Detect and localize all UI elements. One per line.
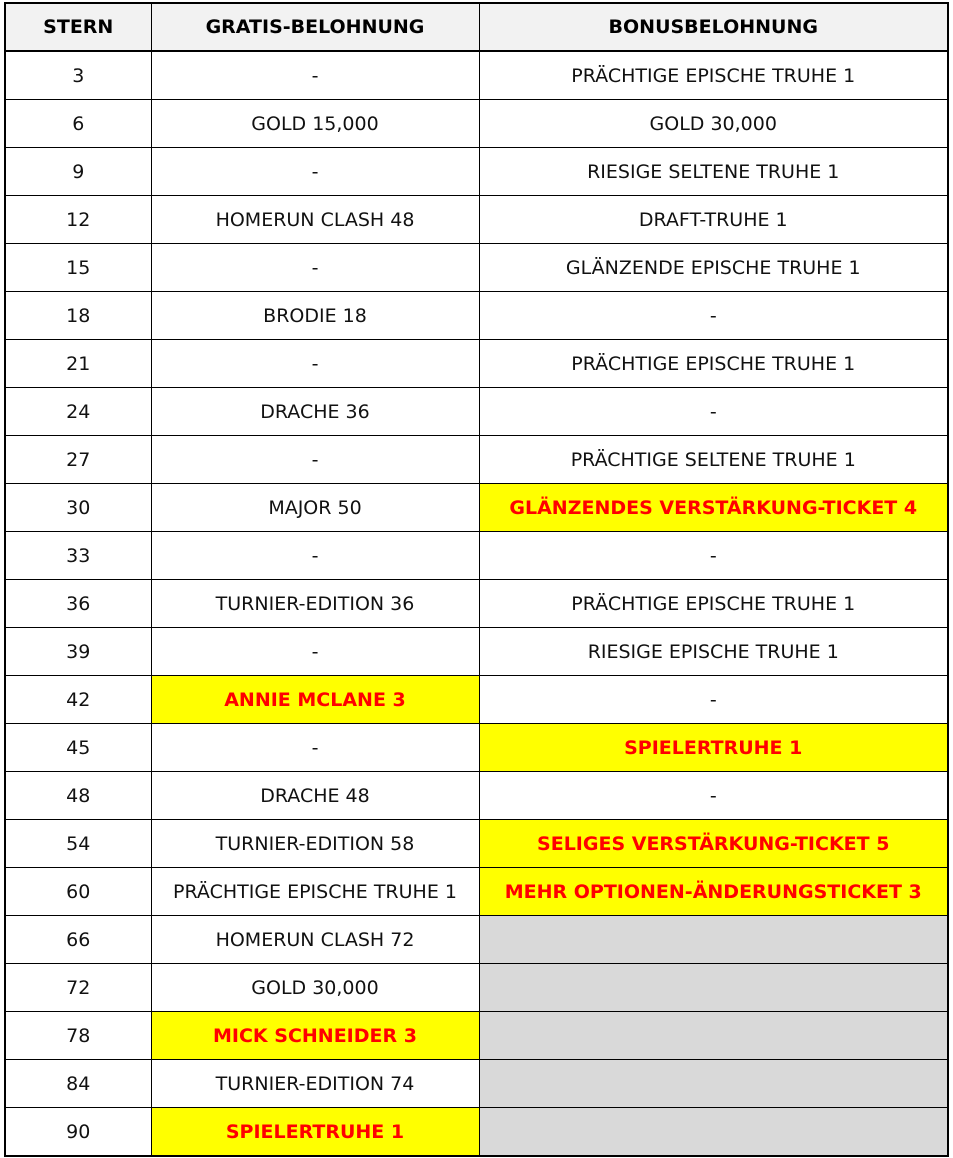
bonus-reward-cell — [479, 964, 948, 1012]
free-reward-cell: - — [151, 436, 479, 484]
free-reward-cell: DRACHE 48 — [151, 772, 479, 820]
star-cell: 27 — [5, 436, 151, 484]
bonus-reward-cell: SELIGES VERSTÄRKUNG-TICKET 5 — [479, 820, 948, 868]
table-row — [5, 292, 948, 340]
table-row — [5, 532, 948, 580]
header-row — [5, 3, 948, 51]
header-free-reward: GRATIS-BELOHNUNG — [151, 3, 479, 51]
star-cell: 54 — [5, 820, 151, 868]
free-reward-cell: HOMERUN CLASH 72 — [151, 916, 479, 964]
table-row — [5, 436, 948, 484]
star-cell: 90 — [5, 1108, 151, 1157]
bonus-reward-cell: MEHR OPTIONEN-ÄNDERUNGSTICKET 3 — [479, 868, 948, 916]
free-reward-cell: TURNIER-EDITION 58 — [151, 820, 479, 868]
free-reward-cell: - — [151, 51, 479, 100]
free-reward-cell: BRODIE 18 — [151, 292, 479, 340]
free-reward-cell: - — [151, 532, 479, 580]
table-row — [5, 820, 948, 868]
free-reward-cell: MICK SCHNEIDER 3 — [151, 1012, 479, 1060]
table-row — [5, 388, 948, 436]
table-row — [5, 51, 948, 100]
star-cell: 24 — [5, 388, 151, 436]
table-row — [5, 148, 948, 196]
star-cell: 39 — [5, 628, 151, 676]
table-row — [5, 1012, 948, 1060]
table-row — [5, 724, 948, 772]
bonus-reward-cell: RIESIGE SELTENE TRUHE 1 — [479, 148, 948, 196]
table-row — [5, 1060, 948, 1108]
star-cell: 84 — [5, 1060, 151, 1108]
free-reward-cell: TURNIER-EDITION 74 — [151, 1060, 479, 1108]
free-reward-cell: HOMERUN CLASH 48 — [151, 196, 479, 244]
free-reward-cell: DRACHE 36 — [151, 388, 479, 436]
header-star: STERN — [5, 3, 151, 51]
table-row — [5, 868, 948, 916]
star-cell: 6 — [5, 100, 151, 148]
star-cell: 3 — [5, 51, 151, 100]
bonus-reward-cell: - — [479, 388, 948, 436]
table-row — [5, 628, 948, 676]
star-cell: 72 — [5, 964, 151, 1012]
table-row — [5, 916, 948, 964]
bonus-reward-cell: PRÄCHTIGE EPISCHE TRUHE 1 — [479, 51, 948, 100]
star-cell: 78 — [5, 1012, 151, 1060]
table-row — [5, 196, 948, 244]
bonus-reward-cell: PRÄCHTIGE EPISCHE TRUHE 1 — [479, 340, 948, 388]
table-row — [5, 676, 948, 724]
bonus-reward-cell — [479, 1108, 948, 1157]
star-cell: 15 — [5, 244, 151, 292]
bonus-reward-cell: DRAFT-TRUHE 1 — [479, 196, 948, 244]
rewards-table — [4, 2, 949, 1157]
star-cell: 33 — [5, 532, 151, 580]
star-cell: 9 — [5, 148, 151, 196]
table-row — [5, 340, 948, 388]
star-cell: 66 — [5, 916, 151, 964]
table-row — [5, 580, 948, 628]
bonus-reward-cell: PRÄCHTIGE EPISCHE TRUHE 1 — [479, 580, 948, 628]
table-row — [5, 100, 948, 148]
star-cell: 45 — [5, 724, 151, 772]
star-cell: 30 — [5, 484, 151, 532]
bonus-reward-cell: GOLD 30,000 — [479, 100, 948, 148]
free-reward-cell: GOLD 15,000 — [151, 100, 479, 148]
bonus-reward-cell — [479, 1012, 948, 1060]
star-cell: 12 — [5, 196, 151, 244]
free-reward-cell: SPIELERTRUHE 1 — [151, 1108, 479, 1157]
bonus-reward-cell: GLÄNZENDES VERSTÄRKUNG-TICKET 4 — [479, 484, 948, 532]
bonus-reward-cell: - — [479, 676, 948, 724]
star-cell: 18 — [5, 292, 151, 340]
star-cell: 42 — [5, 676, 151, 724]
table-row — [5, 244, 948, 292]
bonus-reward-cell: - — [479, 772, 948, 820]
free-reward-cell: - — [151, 148, 479, 196]
bonus-reward-cell: GLÄNZENDE EPISCHE TRUHE 1 — [479, 244, 948, 292]
free-reward-cell: - — [151, 340, 479, 388]
bonus-reward-cell: RIESIGE EPISCHE TRUHE 1 — [479, 628, 948, 676]
header-bonus-reward: BONUSBELOHNUNG — [479, 3, 948, 51]
free-reward-cell: MAJOR 50 — [151, 484, 479, 532]
table-row — [5, 484, 948, 532]
bonus-reward-cell: - — [479, 532, 948, 580]
bonus-reward-cell — [479, 1060, 948, 1108]
star-cell: 36 — [5, 580, 151, 628]
free-reward-cell: - — [151, 628, 479, 676]
free-reward-cell: ANNIE MCLANE 3 — [151, 676, 479, 724]
bonus-reward-cell: SPIELERTRUHE 1 — [479, 724, 948, 772]
table-body — [5, 51, 948, 1156]
free-reward-cell: TURNIER-EDITION 36 — [151, 580, 479, 628]
free-reward-cell: PRÄCHTIGE EPISCHE TRUHE 1 — [151, 868, 479, 916]
free-reward-cell: - — [151, 724, 479, 772]
free-reward-cell: GOLD 30,000 — [151, 964, 479, 1012]
bonus-reward-cell: - — [479, 292, 948, 340]
star-cell: 48 — [5, 772, 151, 820]
bonus-reward-cell — [479, 916, 948, 964]
free-reward-cell: - — [151, 244, 479, 292]
bonus-reward-cell: PRÄCHTIGE SELTENE TRUHE 1 — [479, 436, 948, 484]
star-cell: 60 — [5, 868, 151, 916]
table-row — [5, 1108, 948, 1157]
table-row — [5, 772, 948, 820]
table-row — [5, 964, 948, 1012]
star-cell: 21 — [5, 340, 151, 388]
